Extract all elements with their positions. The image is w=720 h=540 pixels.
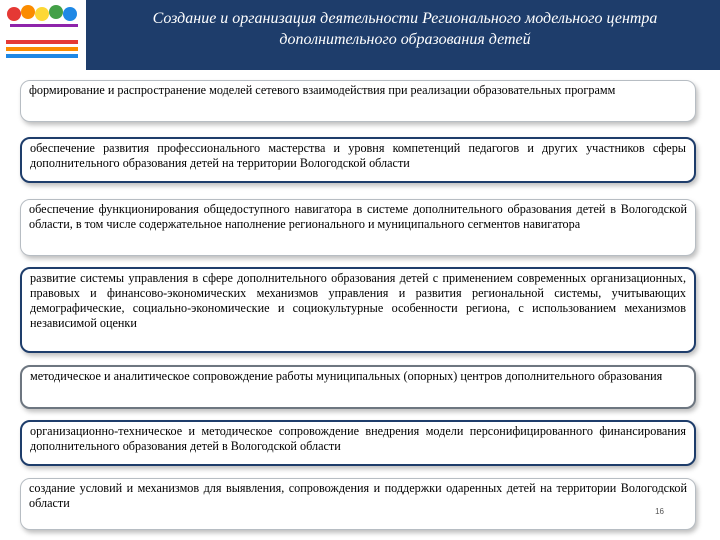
header-bar [0,0,720,70]
list-item-text: методическое и аналитическое сопровождение работы муниципальных (опорных) центров дополнительного образования [30,369,663,383]
list-item [20,267,696,353]
logo-stripe [6,47,78,51]
list-item [20,137,696,183]
list-item-text: развитие системы управления в сфере дополнительного образования детей с применением современных организационных, правовых и финансово-экономических механизмов управления и развития региональной системы, учитывающих демографические, социально-экономические и социокультурные особенности региона, с использованием механизмов независимой оценки [30,271,686,330]
list-item-text: обеспечение функционирования общедоступного навигатора в системе дополнительного образования детей в Вологодской области, в том числе содержательное наполнение регионального и муниципального сегментов навигатора [29,202,687,231]
logo-icon [6,4,82,34]
logo-stripe [6,54,78,58]
list-item [20,420,696,466]
list-item-text: организационно-техническое и методическое сопровождение внедрения модели персонифицированного финансирования дополнительного образования детей в Вологодской области [30,424,686,453]
logo [0,0,86,70]
list-item-text: обеспечение развития профессионального мастерства и уровня компетенций педагогов и других участников сферы дополнительного образования детей на территории Вологодской области [30,141,686,170]
list-item [20,365,696,409]
list-item-text: формирование и распространение моделей сетевого взаимодействия при реализации образовательных программ [29,83,616,97]
page-title [100,8,710,50]
list-item [20,199,696,256]
list-item [20,80,696,122]
list-item [20,478,696,530]
page-number: 16 [655,507,664,516]
list-item-text: создание условий и механизмов для выявления, сопровождения и поддержки одаренных детей на территории Вологодской области [29,481,687,510]
title-line-1: Создание и организация деятельности Регионального модельного центра [152,10,658,27]
title-line-2: дополнительного образования детей [279,31,531,48]
logo-stripe [6,40,78,44]
